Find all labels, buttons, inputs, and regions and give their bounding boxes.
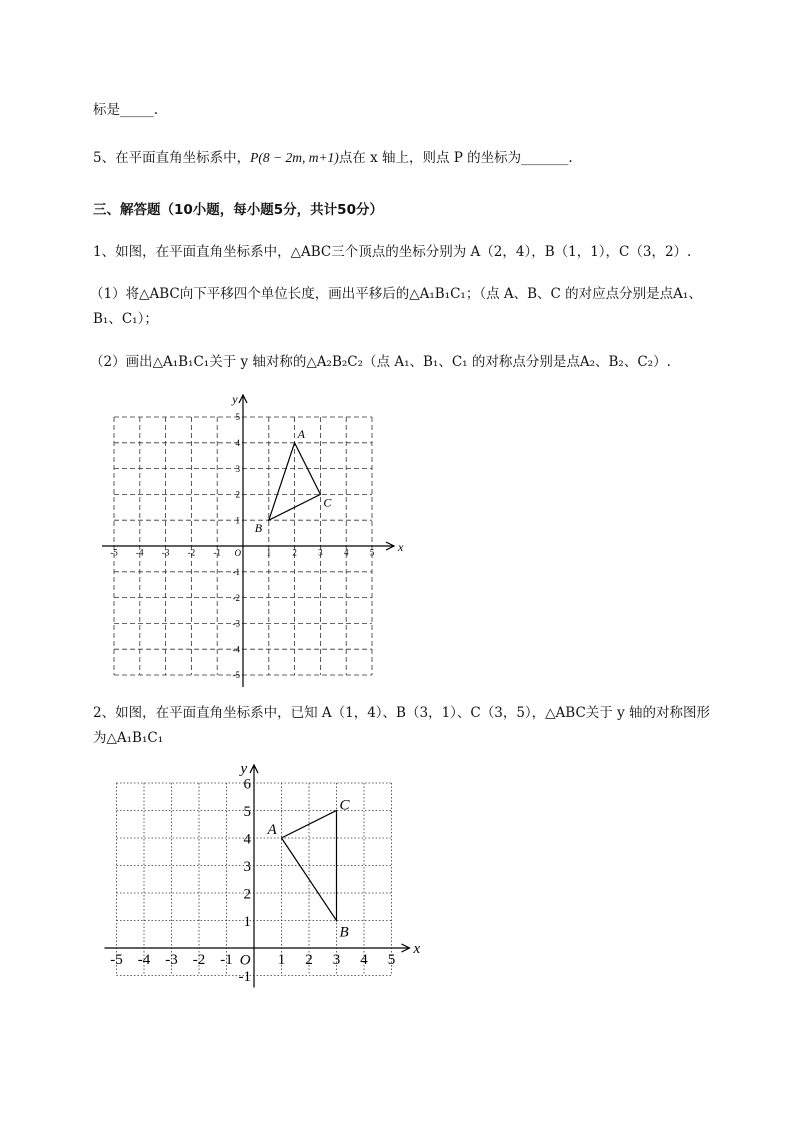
y-tick-label: 1 xyxy=(243,913,251,930)
x-axis-label: x xyxy=(413,941,421,957)
question-5 xyxy=(93,148,573,168)
y-tick-label: -1 xyxy=(238,968,251,985)
x-tick-label: -5 xyxy=(110,547,118,558)
question-1: 1、如图，在平面直角坐标系中，△ABC三个顶点的坐标分别为 A（2，4），B（1，1），C（3，2）. xyxy=(93,244,692,260)
vertex-label-b: B xyxy=(339,924,349,941)
x-tick-label: 2 xyxy=(305,951,313,968)
question-1-part-1b: B₁、C₁）； xyxy=(93,311,158,327)
y-axis-label: y xyxy=(240,761,248,777)
x-tick-label: -4 xyxy=(137,951,151,968)
x-tick-label: -3 xyxy=(165,951,178,968)
y-tick-label: -5 xyxy=(232,670,240,681)
y-tick-label: -3 xyxy=(232,618,240,629)
x-tick-label: -1 xyxy=(213,547,221,558)
coordinate-grid-figure-2 xyxy=(90,760,430,990)
vertex-label-a: A xyxy=(297,426,305,441)
y-tick-label: 2 xyxy=(243,886,251,903)
origin-label: O xyxy=(234,547,241,558)
x-tick-label: 5 xyxy=(387,951,396,968)
y-tick-label: 3 xyxy=(243,858,251,875)
x-tick-label: 1 xyxy=(277,951,286,968)
question-2-line-b: 为△A₁B₁C₁ xyxy=(93,730,164,746)
x-tick-label: 4 xyxy=(343,547,349,558)
y-tick-label: 4 xyxy=(243,831,251,848)
x-tick-label: -4 xyxy=(136,547,144,558)
vertex-label-a: A xyxy=(267,822,277,838)
x-tick-label: 4 xyxy=(360,951,368,968)
x-tick-label: -3 xyxy=(161,547,170,558)
question-1-part-2: （2）画出△A₁B₁C₁关于 y 轴对称的△A₂B₂C₂（点 A₁、B₁、C₁ 的对称点分别是点A₂、B₂、C₂）. xyxy=(90,354,671,370)
question-2-line-a: 2、如图，在平面直角坐标系中，已知 A（1，4）、B（3，1）、C（3，5），△ABC关于 y 轴的对称图形 xyxy=(93,705,711,721)
y-tick-label: -2 xyxy=(232,592,240,603)
x-tick-label: 3 xyxy=(332,951,341,968)
y-tick-label: 4 xyxy=(235,437,240,448)
y-tick-label: 5 xyxy=(243,803,251,820)
x-tick-label: 1 xyxy=(266,547,272,558)
y-tick-label: 6 xyxy=(243,776,251,793)
x-tick-label: -1 xyxy=(220,951,233,968)
question-5-prefix: 5、在平面直角坐标系中， xyxy=(93,150,251,166)
question-1-part-1a: （1）将△ABC向下平移四个单位长度，画出平移后的△A₁B₁C₁；（点 A、B、C 的对应点分别是点A₁、 xyxy=(90,286,702,302)
x-tick-label: -2 xyxy=(192,951,206,968)
vertex-label-c: C xyxy=(339,797,350,814)
question-5-formula: P(8 − 2m, m+1) xyxy=(250,150,339,165)
coordinate-grid-figure-1 xyxy=(96,392,406,681)
y-tick-label: -1 xyxy=(232,566,240,577)
question-5-suffix: 点在 x 轴上，则点 P 的坐标为_______. xyxy=(338,150,573,166)
y-axis-label: y xyxy=(232,392,238,406)
section-heading: 三、解答题（10小题，每小题5分，共计50分） xyxy=(93,202,383,218)
y-tick-label: 3 xyxy=(235,463,240,474)
vertex-label-b: B xyxy=(254,521,263,536)
text-line-answer-tail: 标是_____. xyxy=(93,102,159,118)
vertex-label-c: C xyxy=(323,495,332,510)
x-tick-label: -2 xyxy=(187,547,196,558)
x-tick-label: 3 xyxy=(318,547,323,558)
x-tick-label: 2 xyxy=(292,547,297,558)
origin-label: O xyxy=(239,952,251,969)
x-tick-label: -5 xyxy=(110,951,123,968)
x-axis-label: x xyxy=(398,540,404,554)
x-tick-label: 5 xyxy=(369,547,375,558)
y-tick-label: 1 xyxy=(235,515,240,526)
y-tick-label: -4 xyxy=(232,644,240,655)
y-tick-label: 2 xyxy=(235,489,240,500)
y-tick-label: 5 xyxy=(235,412,240,423)
